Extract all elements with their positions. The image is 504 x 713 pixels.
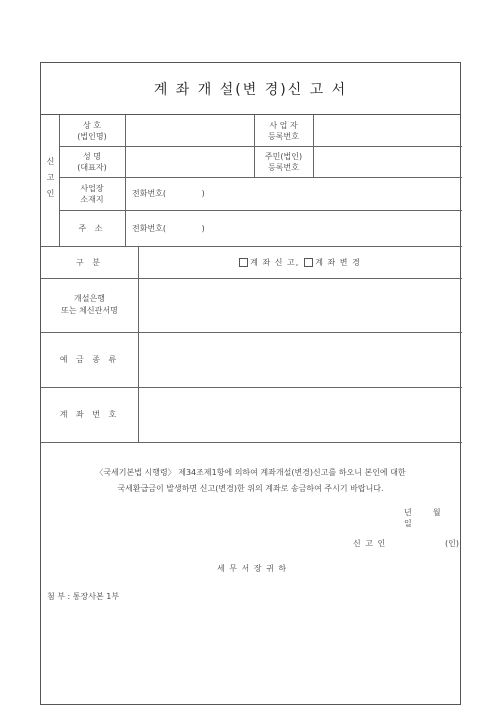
form-title: 계 좌 개 설(변 경)신 고 서 — [41, 63, 460, 115]
deposit-type-label: 예 금 종 류 — [59, 355, 120, 364]
option-open-text: 계 좌 신 고, — [250, 257, 300, 267]
name-text: 성 명 — [83, 151, 101, 161]
checkbox-open[interactable] — [239, 258, 248, 267]
statement-line1: 〈국세기본법 시행령〉 제34조제1항에 의하여 계좌개설(변경)신고를 하오니 본인에 대한 — [95, 468, 406, 477]
bank-field[interactable] — [138, 278, 462, 332]
bank-label — [41, 278, 138, 332]
resident-no-field[interactable] — [313, 146, 462, 177]
category-options — [138, 246, 462, 278]
resident-no-sub: 등록번호 — [268, 162, 299, 172]
business-no-text: 사 업 자 — [269, 120, 298, 130]
trade-name-text: 상 호 — [83, 120, 101, 130]
business-address-label — [59, 177, 125, 210]
applicant-label-text: 신고인 — [46, 156, 55, 205]
address-field[interactable] — [125, 210, 462, 246]
category-label: 구 분 — [76, 257, 103, 267]
signer-label: 신 고 인 — [353, 539, 387, 548]
attachment-note: 첨 부 : 통장사본 1부 — [47, 592, 120, 601]
statement-line2: 국세환급금이 발생하면 신고(변경)한 위의 계좌로 송금하여 주시기 바랍니다. — [117, 484, 384, 493]
account-no-label: 계 좌 번 호 — [59, 410, 120, 419]
date-line — [404, 507, 460, 529]
bank-label-line2: 또는 체신관서명 — [61, 306, 118, 315]
trade-name-sub: (법인명) — [77, 131, 107, 141]
signer-seal: (인) — [445, 539, 459, 548]
option-change-text: 계 좌 변 경 — [315, 257, 361, 267]
resident-no-text: 주민(법인) — [264, 151, 303, 161]
name-label — [59, 146, 125, 177]
business-address-field[interactable] — [125, 177, 462, 210]
address-label: 주 소 — [78, 223, 106, 233]
business-no-label — [254, 115, 313, 146]
business-no-sub: 등록번호 — [268, 131, 299, 141]
business-address-sub: 소재지 — [80, 194, 104, 204]
deposit-type-field[interactable] — [138, 332, 462, 387]
business-phone-text: 전화번호( ) — [132, 189, 205, 198]
trade-name-field[interactable] — [125, 115, 254, 146]
business-address-text: 사업장 — [80, 183, 104, 193]
date-day: 일 — [404, 519, 414, 528]
account-no-field[interactable] — [138, 387, 462, 442]
report-form — [40, 62, 461, 705]
address-phone-text: 전화번호( ) — [132, 223, 205, 233]
business-no-field[interactable] — [313, 115, 462, 146]
bank-label-line1: 개설은행 — [74, 294, 105, 303]
applicant-section-label — [41, 115, 59, 246]
trade-name-label — [59, 115, 125, 146]
resident-no-label — [254, 146, 313, 177]
checkbox-change[interactable] — [304, 258, 313, 267]
name-sub: (대표자) — [77, 162, 107, 172]
name-field[interactable] — [125, 146, 254, 177]
date-month: 월 — [432, 508, 443, 517]
date-year: 년 — [404, 508, 414, 517]
addressee: 세 무 서 장 귀 하 — [217, 564, 288, 573]
